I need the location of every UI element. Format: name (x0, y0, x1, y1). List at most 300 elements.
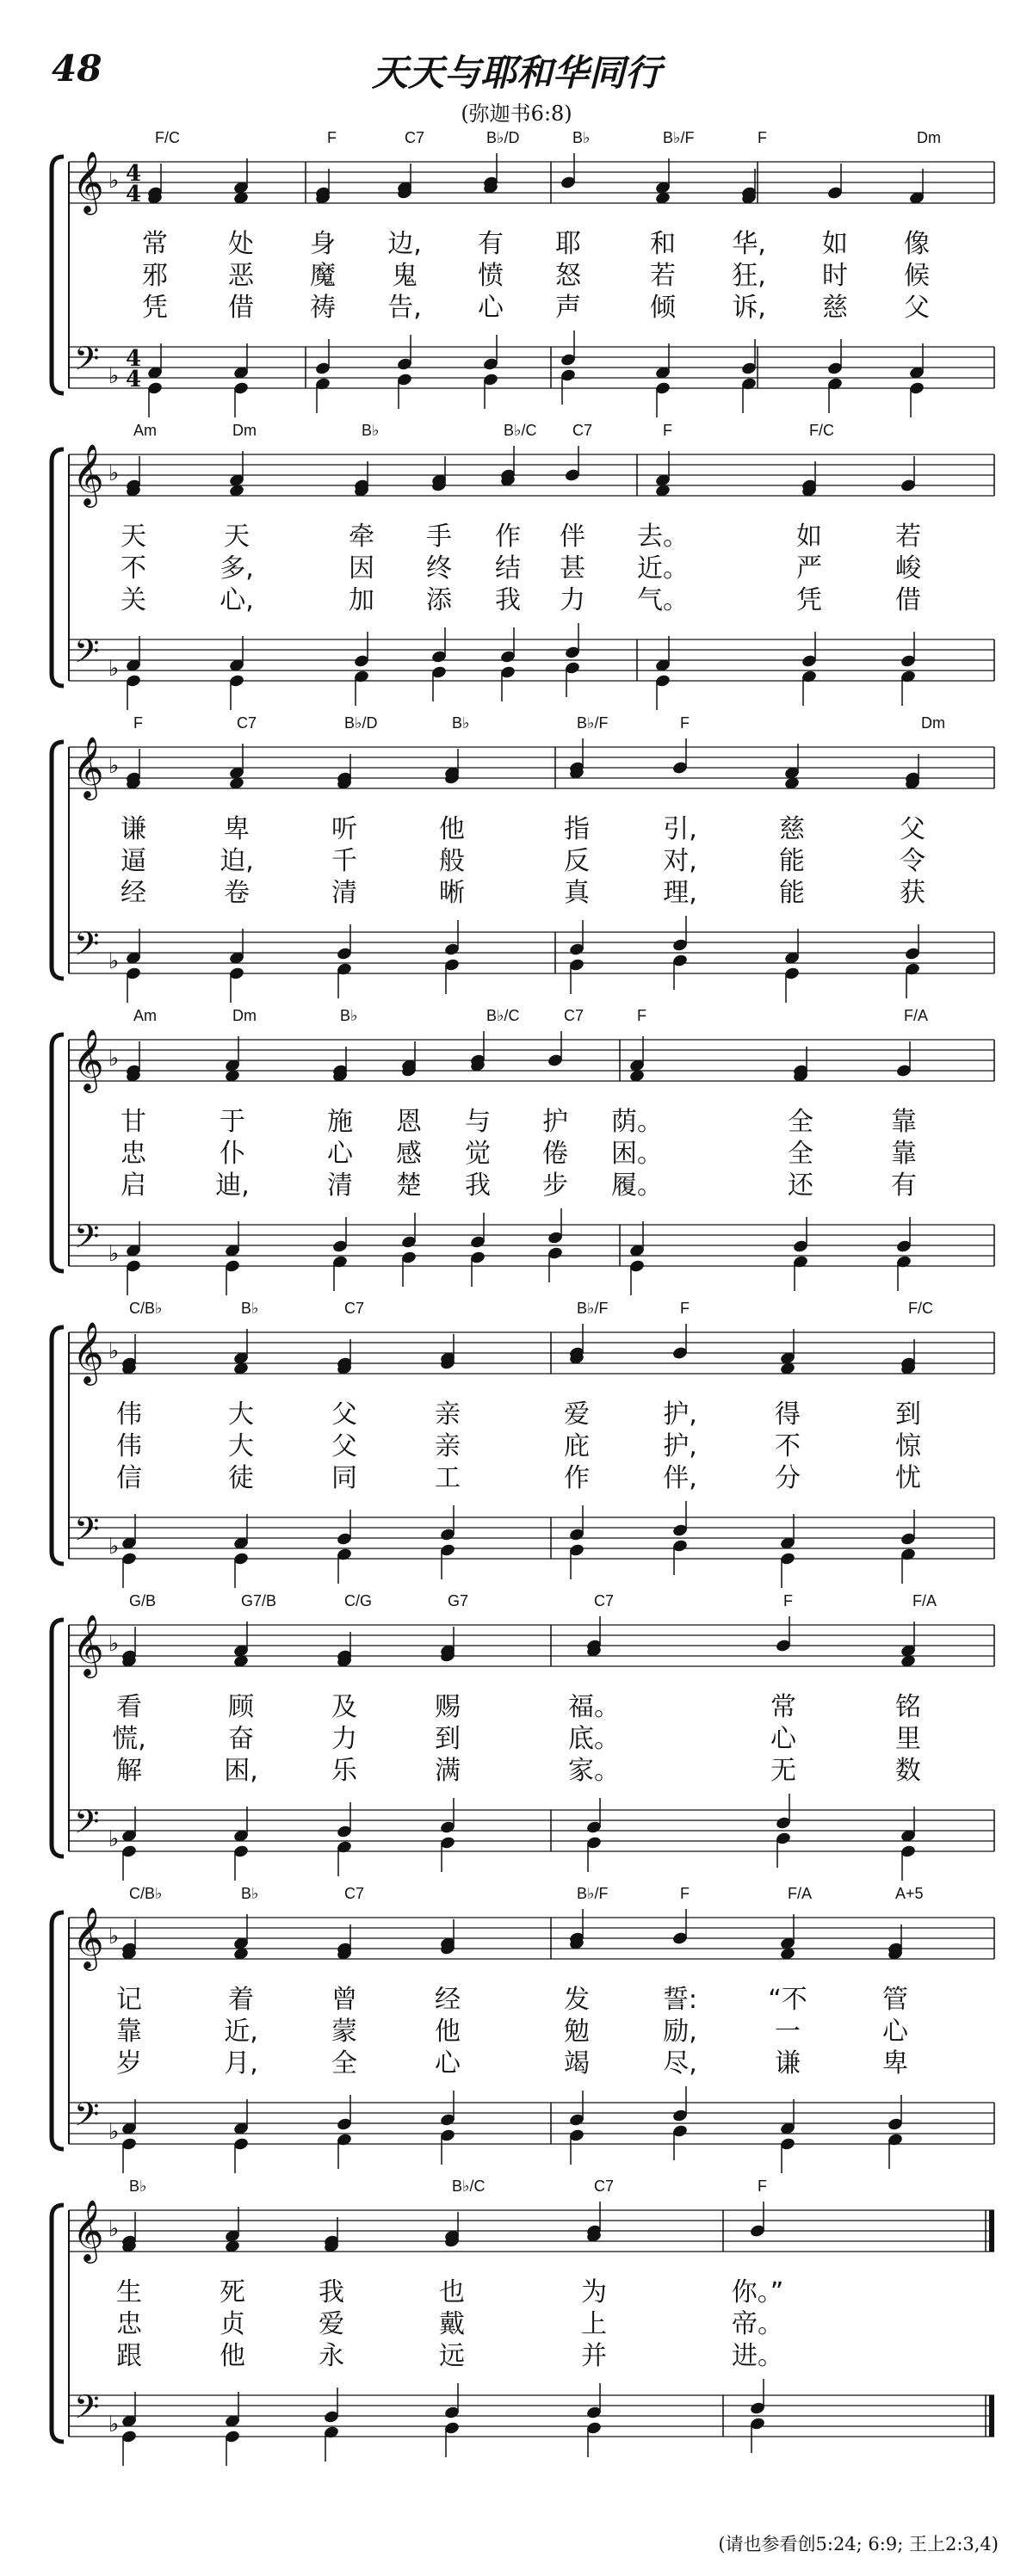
lyric-syllable: 经 (121, 878, 146, 908)
lyric-syllable: 天 (224, 522, 250, 552)
lyric-syllable: 慌, (112, 1724, 146, 1754)
lyric-syllable: 若 (895, 522, 921, 552)
lyric-syllable: 借 (228, 293, 254, 323)
lyric-syllable: 还 (788, 1171, 813, 1201)
lyric-syllable: 启 (121, 1171, 146, 1201)
lyric-syllable: 千 (331, 846, 357, 876)
lyric-syllable: 蒙 (331, 2017, 357, 2047)
lyric-syllable: 慈 (779, 814, 805, 844)
system-bracket (52, 1620, 64, 1856)
lyric-syllable: 诉, (732, 293, 766, 323)
scripture-reference: (弥迦书6:8) (461, 102, 572, 126)
flat-icon: ♭ (108, 2216, 120, 2242)
system-bracket (52, 157, 64, 393)
chord-symbol: B♭/F (577, 1885, 609, 1902)
chord-symbol: F/C (155, 129, 180, 146)
chord-symbol: B♭/C (486, 1007, 520, 1024)
lyric-syllable: 父 (900, 814, 925, 844)
page-number: 48 (52, 47, 102, 90)
lyric-syllable: 峻 (895, 553, 921, 584)
lyric-syllable: 乐 (331, 1756, 357, 1786)
lyric-syllable: 亲 (435, 1399, 461, 1430)
lyric-syllable: 有 (891, 1171, 917, 1201)
lyric-syllable: 里 (895, 1724, 921, 1754)
lyric-syllable: 伴, (663, 1463, 697, 1493)
lyric-syllable: 励, (663, 2017, 697, 2047)
lyric-syllable: 家。 (568, 1756, 620, 1786)
flat-icon: ♭ (108, 168, 120, 194)
lyric-syllable: 令 (900, 846, 925, 876)
lyric-syllable: 于 (220, 1107, 245, 1137)
lyric-syllable: 施 (327, 1107, 353, 1137)
lyric-syllable: 边, (387, 229, 422, 259)
lyric-syllable: 凭 (796, 585, 822, 615)
chord-symbol: Dm (232, 422, 257, 439)
lyric-syllable: 父 (331, 1399, 357, 1430)
lyric-syllable: 理, (663, 878, 697, 908)
lyric-syllable: 我 (495, 585, 521, 615)
lyric-syllable: 他 (435, 2017, 461, 2047)
lyric-syllable: 他 (439, 814, 465, 844)
flat-icon: ♭ (108, 2412, 120, 2437)
lyric-syllable: 像 (904, 229, 930, 259)
chord-symbol: B♭/D (486, 129, 520, 146)
flat-icon: ♭ (108, 1826, 120, 1852)
lyric-syllable: 步 (542, 1171, 568, 1201)
flat-icon: ♭ (108, 2119, 120, 2145)
lyric-syllable: 反 (564, 846, 590, 876)
lyric-syllable: 耶 (555, 229, 581, 259)
lyric-syllable: 我 (465, 1171, 491, 1201)
system-1 (52, 129, 994, 417)
chord-symbol: Dm (921, 714, 945, 732)
lyric-syllable: 牵 (349, 522, 374, 552)
chord-symbol: F (663, 422, 672, 439)
chord-symbol: G7 (448, 1592, 469, 1609)
lyric-syllable: 看 (116, 1692, 142, 1722)
lyric-syllable: 鬼 (392, 261, 418, 291)
lyric-syllable: 竭 (564, 2048, 590, 2079)
lyric-syllable: 近, (224, 2017, 258, 2047)
lyric-syllable: 亲 (435, 1431, 461, 1461)
treble-clef-icon: 𝄞 (72, 150, 104, 213)
treble-clef-icon: 𝄞 (72, 2198, 104, 2261)
system-bracket (52, 449, 64, 686)
lyric-syllable: 铭 (895, 1692, 921, 1722)
chord-symbol: F (680, 1300, 690, 1317)
lyric-syllable: 曾 (331, 1985, 357, 2015)
chord-symbol: C/B♭ (129, 1885, 163, 1902)
lyric-syllable: 及 (331, 1692, 357, 1722)
flat-icon: ♭ (108, 363, 120, 389)
chord-symbol: C/G (344, 1592, 373, 1609)
lyric-syllable: 引, (663, 814, 697, 844)
lyric-syllable: 常 (770, 1692, 796, 1722)
chord-symbol: F/C (908, 1300, 933, 1317)
lyric-syllable: 护, (663, 1399, 697, 1430)
treble-clef-icon: 𝄞 (72, 442, 104, 505)
lyric-syllable: 顾 (228, 1692, 254, 1722)
lyric-syllable: 仆 (220, 1139, 245, 1169)
lyric-syllable: 忠 (121, 1139, 146, 1169)
system-bracket (52, 1035, 64, 1271)
chord-symbol: F (783, 1592, 793, 1609)
flat-icon: ♭ (108, 460, 120, 486)
treble-clef-icon: 𝄞 (72, 1320, 104, 1383)
lyric-syllable: 祷 (310, 293, 336, 323)
lyric-syllable: 时 (822, 261, 848, 291)
lyric-syllable: 惊 (895, 1431, 921, 1461)
lyric-syllable: 清 (327, 1171, 353, 1201)
chord-symbol: Dm (917, 129, 941, 146)
chord-symbol: C7 (344, 1300, 365, 1317)
lyric-syllable: 感 (396, 1139, 422, 1169)
lyric-syllable: 发 (564, 1985, 590, 2015)
lyric-syllable: 处 (228, 229, 254, 259)
lyric-syllable: 觉 (465, 1139, 491, 1169)
system-bracket (52, 742, 64, 979)
lyric-syllable: 父 (904, 293, 930, 323)
lyric-syllable: 手 (426, 522, 452, 552)
lyric-syllable: 生 (116, 2277, 142, 2307)
lyric-syllable: 心 (770, 1724, 796, 1754)
lyric-syllable: 忠 (116, 2309, 142, 2339)
system-bracket (52, 1327, 64, 1564)
lyric-syllable: 勉 (564, 2017, 590, 2047)
time-signature-bottom: 4 (126, 367, 142, 392)
lyric-syllable: 谦 (775, 2048, 801, 2079)
lyric-syllable: 经 (435, 1985, 461, 2015)
lyric-syllable: 如 (796, 522, 822, 552)
chord-symbol: B♭ (572, 129, 591, 146)
system-4 (52, 1007, 994, 1295)
bass-clef-icon: 𝄢 (74, 1802, 100, 1849)
lyric-syllable: 信 (116, 1463, 142, 1493)
lyric-syllable: 心 (478, 293, 504, 323)
lyric-syllable: 进。 (732, 2341, 783, 2371)
lyric-syllable: 倦 (542, 1139, 568, 1169)
lyric-syllable: 常 (142, 229, 168, 259)
lyric-syllable: 楚 (396, 1171, 422, 1201)
lyric-syllable: 添 (426, 585, 452, 615)
lyric-syllable: 加 (349, 585, 374, 615)
treble-clef-icon: 𝄞 (72, 735, 104, 798)
lyric-syllable: 倾 (650, 293, 676, 323)
chord-symbol: F/C (809, 422, 834, 439)
chord-symbol: C7 (237, 714, 257, 732)
treble-clef-icon: 𝄞 (72, 1028, 104, 1090)
chord-symbol: Am (133, 1007, 157, 1024)
lyric-syllable: 全 (331, 2048, 357, 2079)
lyric-syllable: 甚 (560, 553, 585, 584)
lyric-syllable: 能 (779, 878, 805, 908)
lyric-syllable: 父 (331, 1431, 357, 1461)
chord-symbol: B♭ (129, 2178, 147, 2195)
lyric-syllable: 分 (775, 1463, 801, 1493)
system-5 (52, 1300, 994, 1588)
lyric-syllable: 气。 (637, 585, 689, 615)
lyric-syllable: 不 (121, 553, 146, 584)
chord-symbol: F (758, 2178, 767, 2195)
lyric-syllable: 忧 (895, 1463, 921, 1493)
bass-clef-icon: 𝄢 (74, 339, 100, 386)
flat-icon: ♭ (108, 1338, 120, 1364)
lyric-syllable: 终 (426, 553, 452, 584)
lyric-syllable: 迪, (215, 1171, 250, 1201)
footnote: (请也参看创5:24; 6:9; 王上2:3,4) (718, 2534, 999, 2554)
lyric-syllable: 同 (331, 1463, 357, 1493)
flat-icon: ♭ (108, 753, 120, 779)
chord-symbol: F/A (788, 1885, 813, 1902)
chord-symbol: C7 (572, 422, 593, 439)
lyric-syllable: 听 (331, 814, 357, 844)
lyric-syllable: 恶 (228, 261, 254, 291)
lyric-syllable: 月, (224, 2048, 258, 2079)
lyric-syllable: 无 (770, 1756, 796, 1786)
lyric-syllable: 迫, (220, 846, 254, 876)
lyric-syllable: 为 (581, 2277, 607, 2307)
bass-clef-icon: 𝄢 (74, 1217, 100, 1263)
system-8 (52, 2178, 994, 2466)
lyric-syllable: 我 (319, 2277, 344, 2307)
chord-symbol: F (327, 129, 337, 146)
lyric-syllable: 心 (882, 2017, 908, 2047)
chord-symbol: F (680, 1885, 690, 1902)
chord-symbol: C7 (344, 1885, 365, 1902)
lyric-syllable: 赐 (435, 1692, 461, 1722)
lyric-syllable: 大 (228, 1431, 254, 1461)
lyric-syllable: 声 (555, 293, 581, 323)
system-2 (52, 422, 994, 710)
lyric-syllable: 满 (435, 1756, 461, 1786)
chord-symbol: C7 (594, 1592, 615, 1609)
lyric-syllable: 一 (775, 2017, 801, 2047)
chord-symbol: B♭/C (504, 422, 537, 439)
lyric-syllable: 伟 (116, 1431, 142, 1461)
lyric-syllable: 般 (439, 846, 465, 876)
system-7 (52, 1885, 994, 2173)
lyric-syllable: 大 (228, 1399, 254, 1430)
lyric-syllable: 怒 (555, 261, 581, 291)
lyric-syllable: 戴 (439, 2309, 465, 2339)
lyric-syllable: 履。 (611, 1171, 663, 1201)
lyric-syllable: 记 (116, 1985, 142, 2015)
chord-symbol: F/A (912, 1592, 937, 1609)
bass-clef-icon: 𝄢 (74, 2095, 100, 2141)
system-3 (52, 714, 994, 1003)
lyric-syllable: 贞 (220, 2309, 245, 2339)
lyric-syllable: 靠 (891, 1139, 917, 1169)
time-signature-top: 4 (126, 346, 142, 372)
flat-icon: ♭ (108, 948, 120, 974)
lyric-syllable: 如 (822, 229, 848, 259)
hymn-title: 天天与耶和华同行 (371, 52, 661, 94)
lyric-syllable: 指 (564, 814, 590, 844)
bass-clef-icon: 𝄢 (74, 1510, 100, 1556)
lyric-syllable: 永 (319, 2341, 344, 2371)
lyric-syllable: 上 (581, 2309, 607, 2339)
chord-symbol: F (680, 714, 690, 732)
bass-clef-icon: 𝄢 (74, 632, 100, 678)
lyric-syllable: 困。 (611, 1139, 663, 1169)
lyric-syllable: 到 (895, 1399, 921, 1430)
lyric-syllable: 心 (435, 2048, 461, 2079)
lyric-syllable: 工 (435, 1463, 461, 1493)
chord-symbol: B♭ (362, 422, 380, 439)
lyric-syllable: 着 (228, 1985, 254, 2015)
lyric-syllable: 底。 (568, 1724, 620, 1754)
chord-symbol: G7/B (241, 1592, 277, 1609)
lyric-syllable: 到 (435, 1724, 461, 1754)
lyric-syllable: 借 (895, 585, 921, 615)
lyric-syllable: 力 (331, 1724, 357, 1754)
lyric-syllable: 晰 (439, 878, 465, 908)
lyric-syllable: 伴 (560, 522, 585, 552)
lyric-syllable: 困, (224, 1756, 258, 1786)
lyric-syllable: 福。 (568, 1692, 620, 1722)
lyric-syllable: 数 (895, 1756, 921, 1786)
lyric-syllable: 结 (495, 553, 521, 584)
chord-symbol: B♭ (241, 1885, 259, 1902)
lyric-syllable: 徒 (228, 1463, 254, 1493)
time-signature-top: 4 (126, 161, 142, 187)
lyric-syllable: 能 (779, 846, 805, 876)
lyric-syllable: 天 (121, 522, 146, 552)
lyric-syllable: 对, (663, 846, 697, 876)
lyric-syllable: 作 (495, 522, 521, 552)
lyric-syllable: 若 (650, 261, 676, 291)
treble-clef-icon: 𝄞 (72, 1906, 104, 1968)
lyric-syllable: 庇 (564, 1431, 590, 1461)
lyric-syllable: 华, (732, 229, 766, 259)
lyric-syllable: 荫。 (611, 1107, 663, 1137)
lyric-syllable: 近。 (637, 553, 689, 584)
chord-symbol: Am (133, 422, 157, 439)
chord-symbol: C7 (405, 129, 425, 146)
lyric-syllable: 狂, (732, 261, 766, 291)
chord-symbol: Dm (232, 1007, 257, 1024)
chord-symbol: B♭ (340, 1007, 358, 1024)
lyric-syllable: 你。” (731, 2277, 784, 2307)
lyric-syllable: 邪 (142, 261, 168, 291)
lyric-syllable: 帝。 (732, 2309, 783, 2339)
lyric-syllable: 心, (220, 585, 254, 615)
lyric-syllable: 誓: (662, 1985, 698, 2015)
lyric-syllable: 与 (465, 1107, 491, 1137)
chord-symbol: G/B (129, 1592, 157, 1609)
lyric-syllable: 全 (788, 1107, 813, 1137)
treble-clef-icon: 𝄞 (72, 1613, 104, 1676)
lyric-syllable: 候 (904, 261, 930, 291)
lyric-syllable: 因 (349, 553, 374, 584)
lyric-syllable: 不 (775, 1431, 801, 1461)
lyric-syllable: 严 (796, 553, 822, 584)
lyric-syllable: 奋 (228, 1724, 254, 1754)
chord-symbol: A+5 (895, 1885, 924, 1902)
lyric-syllable: 力 (560, 585, 585, 615)
lyric-syllable: 获 (900, 878, 925, 908)
chord-symbol: B♭/F (663, 129, 695, 146)
lyric-syllable: 死 (220, 2277, 245, 2307)
chord-symbol: B♭/F (577, 1300, 609, 1317)
bass-clef-icon: 𝄢 (74, 924, 100, 971)
lyric-syllable: 爱 (319, 2309, 344, 2339)
chord-symbol: F/A (904, 1007, 929, 1024)
lyric-syllable: 愤 (478, 261, 504, 291)
lyric-syllable: 得 (775, 1399, 801, 1430)
lyric-syllable: 甘 (121, 1107, 146, 1137)
lyric-syllable: 伟 (116, 1399, 142, 1430)
lyric-syllable: 真 (564, 878, 590, 908)
chord-symbol: B♭ (452, 714, 470, 732)
lyric-syllable: 卑 (882, 2048, 908, 2079)
lyric-syllable: 逼 (121, 846, 146, 876)
lyric-syllable: 凭 (142, 293, 168, 323)
lyric-syllable: 也 (439, 2277, 465, 2307)
lyric-syllable: 全 (788, 1139, 813, 1169)
lyric-syllable: 魔 (310, 261, 336, 291)
lyric-syllable: 清 (331, 878, 357, 908)
bass-clef-icon: 𝄢 (74, 2388, 100, 2434)
lyric-syllable: 去。 (637, 522, 689, 552)
lyric-syllable: “不 (768, 1985, 807, 2015)
lyric-syllable: 谦 (121, 814, 146, 844)
time-signature-bottom: 4 (126, 182, 142, 207)
lyric-syllable: 卷 (224, 878, 250, 908)
lyric-syllable: 多, (220, 553, 254, 584)
lyric-syllable: 护, (663, 1431, 697, 1461)
lyric-syllable: 慈 (822, 293, 848, 323)
chord-symbol: C7 (594, 2178, 615, 2195)
lyric-syllable: 并 (581, 2341, 607, 2371)
lyric-syllable: 有 (478, 229, 504, 259)
lyric-syllable: 管 (882, 1985, 908, 2015)
lyric-syllable: 他 (220, 2341, 245, 2371)
lyric-syllable: 恩 (396, 1107, 422, 1137)
flat-icon: ♭ (108, 1046, 120, 1072)
system-6 (52, 1592, 994, 1881)
chord-symbol: B♭ (241, 1300, 259, 1317)
chord-symbol: C7 (564, 1007, 585, 1024)
flat-icon: ♭ (108, 1924, 120, 1949)
lyric-syllable: 作 (564, 1463, 590, 1493)
flat-icon: ♭ (108, 1631, 120, 1657)
lyric-syllable: 身 (310, 229, 336, 259)
chord-symbol: F (758, 129, 767, 146)
flat-icon: ♭ (108, 656, 120, 682)
lyric-syllable: 远 (439, 2341, 465, 2371)
lyric-syllable: 心 (327, 1139, 353, 1169)
lyric-syllable: 关 (121, 585, 146, 615)
flat-icon: ♭ (108, 1241, 120, 1267)
flat-icon: ♭ (108, 1534, 120, 1560)
lyric-syllable: 尽, (663, 2048, 697, 2079)
lyric-syllable: 告, (387, 293, 422, 323)
chord-symbol: B♭/F (577, 714, 609, 732)
lyric-syllable: 跟 (116, 2341, 142, 2371)
lyric-syllable: 卑 (224, 814, 250, 844)
lyric-syllable: 和 (650, 229, 676, 259)
system-bracket (52, 2205, 64, 2442)
chord-symbol: F (637, 1007, 646, 1024)
chord-symbol: B♭/D (344, 714, 378, 732)
lyric-syllable: 岁 (116, 2048, 142, 2079)
chord-symbol: B♭/C (452, 2178, 486, 2195)
chord-symbol: C/B♭ (129, 1300, 163, 1317)
lyric-syllable: 靠 (116, 2017, 142, 2047)
chord-symbol: F (133, 714, 143, 732)
lyric-syllable: 解 (116, 1756, 142, 1786)
